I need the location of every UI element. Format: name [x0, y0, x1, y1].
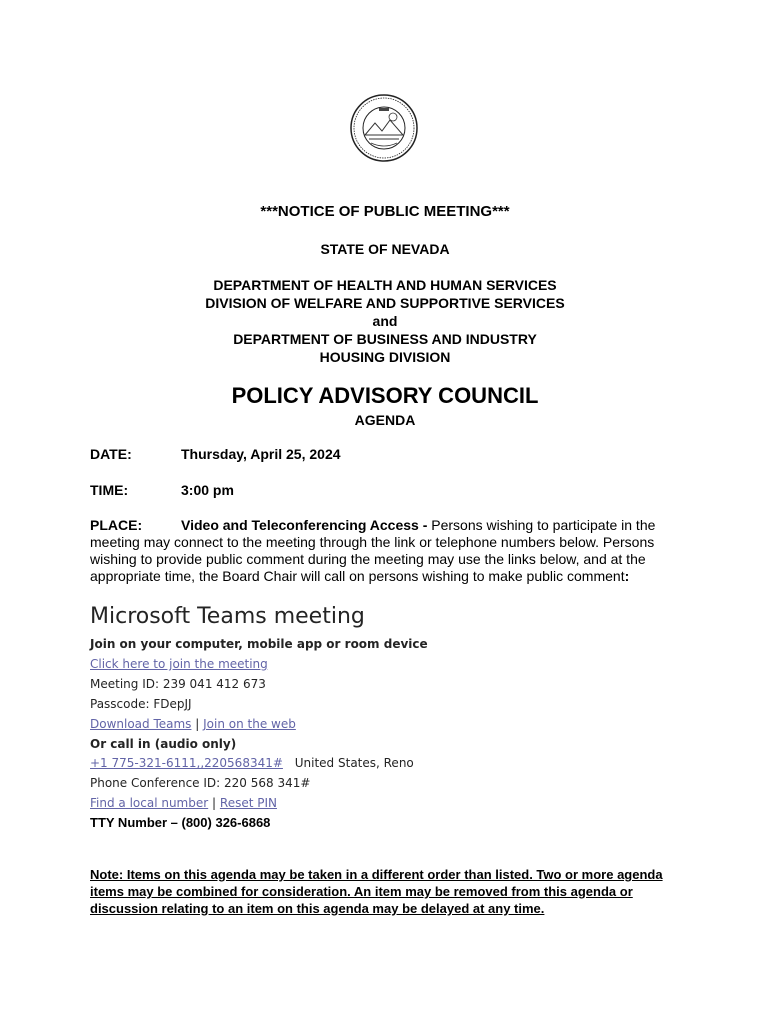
date-label: DATE:	[90, 446, 132, 462]
and-text: and	[372, 313, 398, 329]
state-name: STATE OF NEVADA	[320, 241, 450, 257]
link-separator: |	[195, 717, 200, 731]
place-paragraph	[90, 517, 690, 585]
time-row	[90, 482, 234, 498]
date-value: Thursday, April 25, 2024	[181, 446, 341, 462]
agenda-note: Note: Items on this agenda may be taken in a different order than listed. Two or more agenda items may be combined for consideration. An item may be removed from this agenda or discussion relating to an item on this agenda may be delayed at any time.	[90, 867, 663, 916]
department-health: DEPARTMENT OF HEALTH AND HUMAN SERVICES	[213, 277, 557, 293]
department-business: DEPARTMENT OF BUSINESS AND INDUSTRY	[233, 331, 537, 347]
link-separator-2: |	[212, 796, 217, 810]
reset-pin-link[interactable]: Reset PIN	[219, 796, 277, 810]
join-web-link[interactable]: Join on the web	[203, 717, 296, 731]
download-teams-link[interactable]: Download Teams	[90, 717, 192, 731]
place-label: PLACE:	[90, 517, 143, 533]
state-seal-image	[349, 93, 419, 163]
time-value: 3:00 pm	[181, 482, 234, 498]
place-colon: :	[624, 568, 630, 584]
council-title: POLICY ADVISORY COUNCIL	[231, 383, 539, 408]
conference-id: Phone Conference ID: 220 568 341#	[90, 776, 311, 790]
meeting-id: Meeting ID: 239 041 412 673	[90, 677, 266, 691]
time-label: TIME:	[90, 482, 129, 498]
notice-heading: ***NOTICE OF PUBLIC MEETING***	[260, 203, 510, 220]
teams-title: Microsoft Teams meeting	[90, 604, 365, 629]
passcode: Passcode: FDepJJ	[90, 697, 192, 711]
division-welfare: DIVISION OF WELFARE AND SUPPORTIVE SERVICES	[205, 295, 565, 311]
agenda-label: AGENDA	[354, 412, 416, 428]
join-label: Join on your computer, mobile app or room device	[90, 637, 428, 651]
local-number-link[interactable]: Find a local number	[90, 796, 209, 810]
date-row	[90, 446, 341, 462]
phone-link[interactable]: +1 775-321-6111,,220568341#	[90, 756, 283, 770]
housing-division: HOUSING DIVISION	[319, 349, 451, 365]
place-heading: Video and Teleconferencing Access -	[181, 517, 428, 533]
phone-location: United States, Reno	[294, 756, 414, 770]
call-in-label: Or call in (audio only)	[90, 737, 237, 751]
place-text: Persons wishing to participate in the meeting may connect to the meeting through the link or telephone numbers below. Persons wishing to provide public comment during the meeting may use the links below, and at the appropriate time, the Board Chair will call on persons wishing to make public comment	[90, 517, 656, 584]
tty-number: TTY Number – (800) 326-6868	[90, 815, 271, 830]
join-meeting-link[interactable]: Click here to join the meeting	[90, 657, 268, 671]
